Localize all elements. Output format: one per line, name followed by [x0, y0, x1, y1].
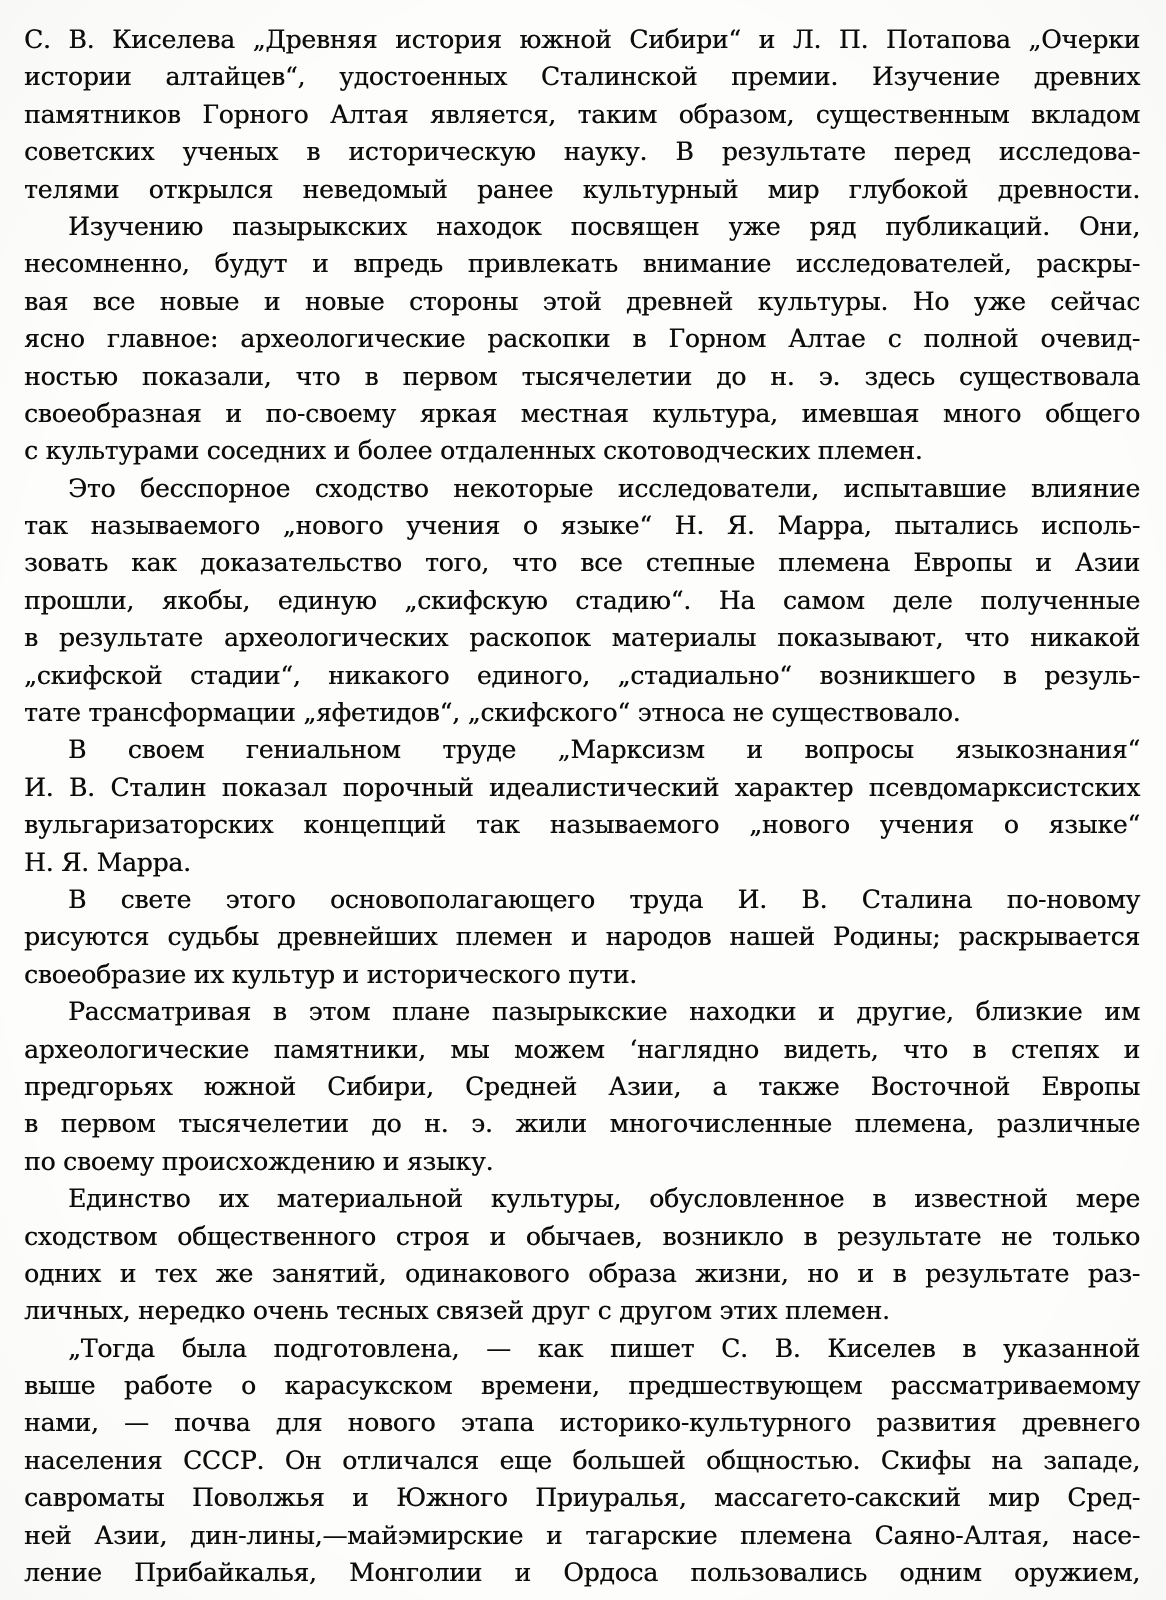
text-line: савроматы Поволжья и Южного Приуралья, массагето-сакский мир Сред-: [24, 1483, 1140, 1513]
text-line: сходством общественного строя и обычаев, возникло в результате не только: [24, 1221, 1140, 1251]
text-line: выше работе о карасукском времени, предшествующем рассматриваемому: [24, 1371, 1140, 1401]
text-line: С. В. Киселева „Древняя история южной Сибири“ и Л. П. Потапова „Очерки: [24, 25, 1140, 54]
text-line: в первом тысячелетии до н. э. жили многочисленные племена, различные: [24, 1109, 1140, 1139]
text-line: ностью показали, что в первом тысячелетии до н. э. здесь существовала: [24, 361, 1140, 391]
text-line: Единство их материальной культуры, обусловленное в известной мере: [68, 1184, 1140, 1214]
text-line: ление Прибайкалья, Монголии и Ордоса пользовались одним оружием,: [24, 1558, 1140, 1588]
text-line: в результате археологических раскопок материалы показывают, что никакой: [24, 623, 1140, 653]
text-line: „Тогда была подготовлена, — как пишет С. В. Киселев в указанной: [68, 1333, 1140, 1363]
text-line: прошли, якобы, единую „скифскую стадию“. На самом деле полученные: [24, 585, 1140, 615]
text-line: одних и тех же занятий, одинакового образа жизни, но и в результате раз-: [24, 1258, 1140, 1288]
text-line: по своему происхождению и языку.: [24, 1146, 494, 1176]
text-line: Н. Я. Марра.: [24, 847, 191, 877]
text-line: предгорьях южной Сибири, Средней Азии, а также Восточной Европы: [24, 1071, 1140, 1101]
text-line: Рассматривая в этом плане пазырыкские находки и другие, близкие им: [68, 997, 1140, 1027]
text-line: вульгаризаторских концепций так называемого „нового учения о языке“: [24, 810, 1140, 840]
text-line: ней Азии, дин-лины,—майэмирские и тагарские племена Саяно-Алтая, насе-: [24, 1520, 1140, 1550]
text-line: населения СССР. Он отличался еще большей общностью. Скифы на западе,: [24, 1445, 1140, 1475]
text-line: вая все новые и новые стороны этой древней культуры. Но уже сейчас: [24, 286, 1140, 316]
text-line: своеобразная и по-своему яркая местная культура, имевшая много общего: [24, 398, 1140, 428]
text-line: несомненно, будут и впредь привлекать внимание исследователей, раскры-: [24, 249, 1140, 279]
text-line: Это бесспорное сходство некоторые исследователи, испытавшие влияние: [68, 473, 1140, 503]
text-line: так называемого „нового учения о языке“ Н. Я. Марра, пытались исполь-: [24, 511, 1140, 541]
text-line: ясно главное: археологические раскопки в Горном Алтае с полной очевид-: [24, 324, 1140, 354]
text-line: рисуются судьбы древнейших племен и народов нашей Родины; раскрывается: [24, 922, 1140, 952]
text-line: И. В. Сталин показал порочный идеалистический характер псевдомарксистских: [24, 772, 1140, 802]
text-line: с культурами соседних и более отдаленных скотоводческих племен.: [24, 436, 923, 466]
text-line: своеобразие их культур и исторического пути.: [24, 959, 637, 989]
text-line: Изучению пазырыкских находок посвящен уже ряд публикаций. Они,: [68, 211, 1140, 241]
page-text-block: [24, 21, 1140, 1591]
text-line: В своем гениальном труде „Марксизм и вопросы языкознания“: [68, 735, 1140, 765]
text-line: зовать как доказательство того, что все степные племена Европы и Азии: [24, 548, 1140, 578]
text-line: „скифской стадии“, никакого единого, „стадиально“ возникшего в резуль-: [24, 660, 1140, 690]
text-line: археологические памятники, мы можем ‘наглядно видеть, что в степях и: [24, 1034, 1140, 1064]
text-line: телями открылся неведомый ранее культурный мир глубокой древности.: [24, 174, 1140, 204]
text-line: советских ученых в историческую науку. В результате перед исследова-: [24, 137, 1140, 167]
text-line: тате трансформации „яфетидов“, „скифского“ этноса не существовало.: [24, 698, 961, 728]
text-line: личных, нередко очень тесных связей друг с другом этих племен.: [24, 1296, 890, 1326]
text-line: памятников Горного Алтая является, таким образом, существенным вкладом: [24, 99, 1140, 129]
text-line: истории алтайцев“, удостоенных Сталинской премии. Изучение древних: [24, 62, 1140, 92]
text-line: нами, — почва для нового этапа историко-культурного развития древнего: [24, 1408, 1140, 1438]
text-line: В свете этого основополагающего труда И. В. Сталина по-новому: [68, 884, 1140, 914]
